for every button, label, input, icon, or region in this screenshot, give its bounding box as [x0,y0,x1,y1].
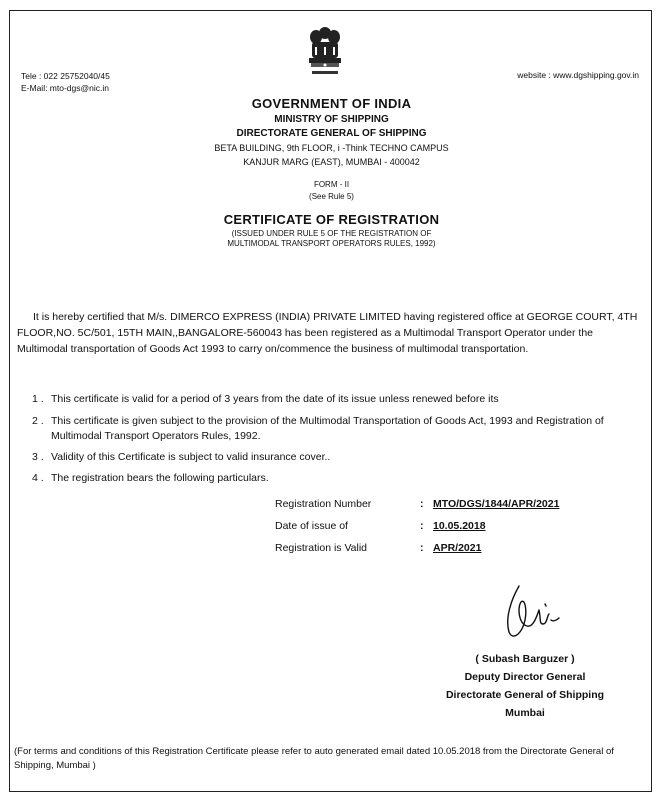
condition-text: Validity of this Certificate is subject to valid insurance cover.. [51,451,331,463]
registration-number-label: Registration Number [275,498,372,510]
condition-item [32,471,632,486]
email: E-Mail: mto-dgs@nic.in [21,83,109,93]
date-of-issue-value: 10.05.2018 [433,520,486,532]
address-line-2: KANJUR MARG (EAST), MUMBAI - 400042 [243,157,420,167]
date-of-issue-label: Date of issue of [275,520,348,532]
ministry-heading: MINISTRY OF SHIPPING [274,114,389,125]
issued-under-line-1: (ISSUED UNDER RULE 5 OF THE REGISTRATION OF [231,229,432,238]
signatory-office: Directorate General of Shipping [445,689,605,701]
footer-note: (For terms and conditions of this Registration Certificate please refer to auto generated email dated 10.05.2018 from the Directorate General of Shipping, Mumbai ) [14,746,614,771]
state-emblem-icon [303,25,347,81]
signature-icon [495,580,565,646]
directorate-heading: DIRECTORATE GENERAL OF SHIPPING [236,128,427,139]
condition-text: The registration bears the following particulars. [51,472,269,484]
contact-block [21,70,110,94]
condition-item [32,414,632,444]
valid-until-colon: : [420,542,424,554]
government-heading: GOVERNMENT OF INDIA [251,96,412,111]
certification-paragraph: It is hereby certified that M/s. DIMERCO EXPRESS (INDIA) PRIVATE LIMITED having registered office at GEORGE COURT, 4TH FLOOR,NO. 5C/501, 15TH MAIN,,BANGALORE-560043 has been registered as a Multimodal Transport Operator under the Multimodal transportation of Goods Act 1993 to carry on/commence the business of multimodal transportation. [17,311,638,355]
certificate-title: CERTIFICATE OF REGISTRATION [223,212,440,227]
condition-number: 1 . [32,393,44,405]
website: website : www.dgshipping.gov.in [517,70,639,80]
condition-item [32,450,632,465]
registration-number-value: MTO/DGS/1844/APR/2021 [433,498,560,510]
date-of-issue-colon: : [420,520,424,532]
valid-until-label: Registration is Valid [275,542,368,554]
valid-until-value: APR/2021 [433,542,482,554]
telephone: Tele : 022 25752040/45 [21,71,110,81]
signatory-name: ( Subash Barguzer ) [475,653,575,665]
registration-number-colon: : [420,498,424,510]
condition-text: This certificate is given subject to the provision of the Multimodal Transportation of Goods Act, 1993 and Registration of Multimodal Transport Operators Rules, 1992. [51,415,604,442]
condition-number: 3 . [32,451,44,463]
form-number: FORM - II [313,180,350,189]
condition-number: 4 . [32,472,44,484]
see-rule: (See Rule 5) [309,192,354,201]
condition-text: This certificate is valid for a period of 3 years from the date of its issue unless renewed before its [51,393,499,405]
condition-number: 2 . [32,415,44,427]
signatory-city: Mumbai [505,707,545,719]
issued-under-line-2: MULTIMODAL TRANSPORT OPERATORS RULES, 1992) [227,239,436,248]
condition-item [32,392,632,407]
signatory-designation: Deputy Director General [464,671,586,683]
address-line-1: BETA BUILDING, 9th FLOOR, i -Think TECHNO CAMPUS [214,143,449,153]
